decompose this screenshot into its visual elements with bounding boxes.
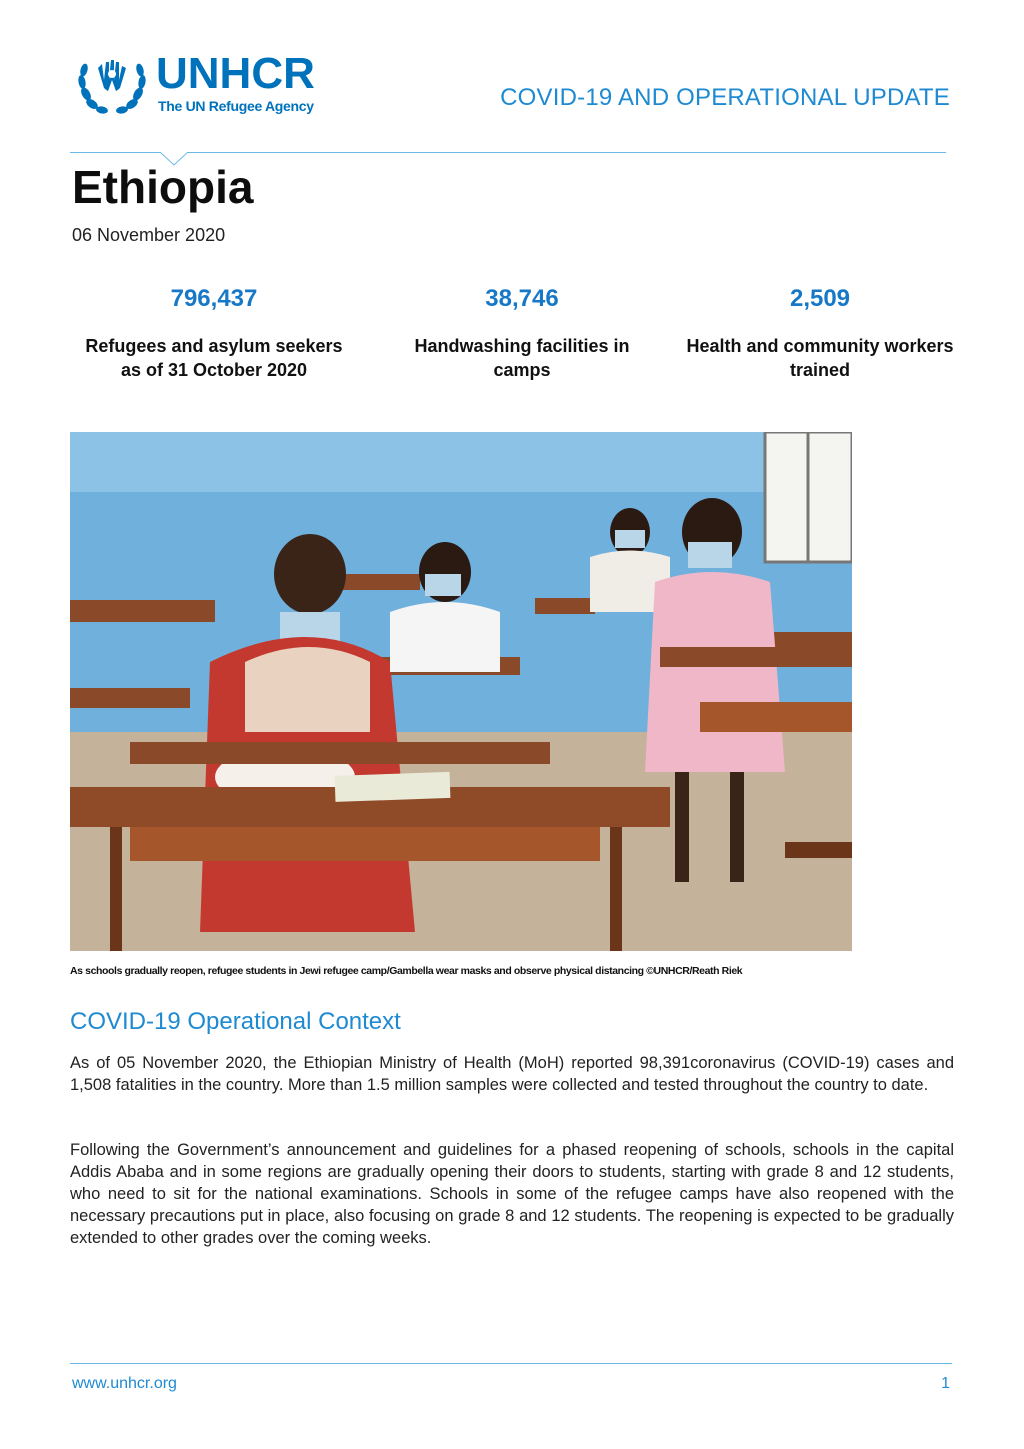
figure-value: 2,509: [789, 285, 851, 312]
figure-value: 38,746: [485, 285, 559, 312]
unhcr-emblem-icon: [76, 50, 148, 116]
classroom-illustration: [70, 432, 852, 951]
footer-divider: [70, 1363, 952, 1364]
key-figure-handwashing: [387, 282, 657, 382]
key-figure-refugees: [79, 282, 349, 382]
classroom-photo: [70, 432, 852, 951]
header-divider: [70, 152, 946, 153]
page-title: Ethiopia: [72, 161, 254, 213]
figure-value: 796,437: [170, 285, 258, 312]
context-paragraph: As of 05 November 2020, the Ethiopian Ministry of Health (MoH) reported 98,391coronavirus (COVID-19) cases and 1,508 fatalities in the country. More than 1.5 million samples were collected and tested throughout the country to date.: [70, 1054, 954, 1094]
unhcr-logo: [76, 50, 346, 120]
report-date: 06 November 2020: [72, 225, 226, 245]
key-figure-workers: [685, 282, 955, 382]
section-heading: COVID-19 Operational Context: [70, 1008, 401, 1035]
figure-label: Handwashing facilities in camps: [414, 336, 630, 380]
footer-link[interactable]: www.unhcr.org: [72, 1375, 177, 1392]
page-number: 1: [941, 1375, 950, 1392]
context-paragraph: Following the Government’s announcement and guidelines for a phased reopening of schools, schools in the capital Addis Ababa and in some regions are gradually opening their doors to students, starting with grade 8 and 12 students, who need to sit for the national examinations. Schools in some of the refugee camps have also reopened with the necessary precautions put in place, also focusing on grade 8 and 12 students. The reopening is expected to be gradually extended to other grades over the coming weeks.: [70, 1141, 954, 1247]
org-subtitle: The UN Refugee Agency: [158, 98, 314, 114]
document-type: COVID-19 AND OPERATIONAL UPDATE: [500, 84, 950, 111]
org-name: UNHCR: [156, 49, 315, 98]
photo-caption: As schools gradually reopen, refugee students in Jewi refugee camp/Gambella wear masks and observe physical distancing ©UNHCR/Reath Riek: [70, 965, 743, 977]
figure-label: Health and community workers trained: [686, 336, 954, 380]
figure-label: Refugees and asylum seekers as of 31 October 2020: [85, 336, 343, 380]
